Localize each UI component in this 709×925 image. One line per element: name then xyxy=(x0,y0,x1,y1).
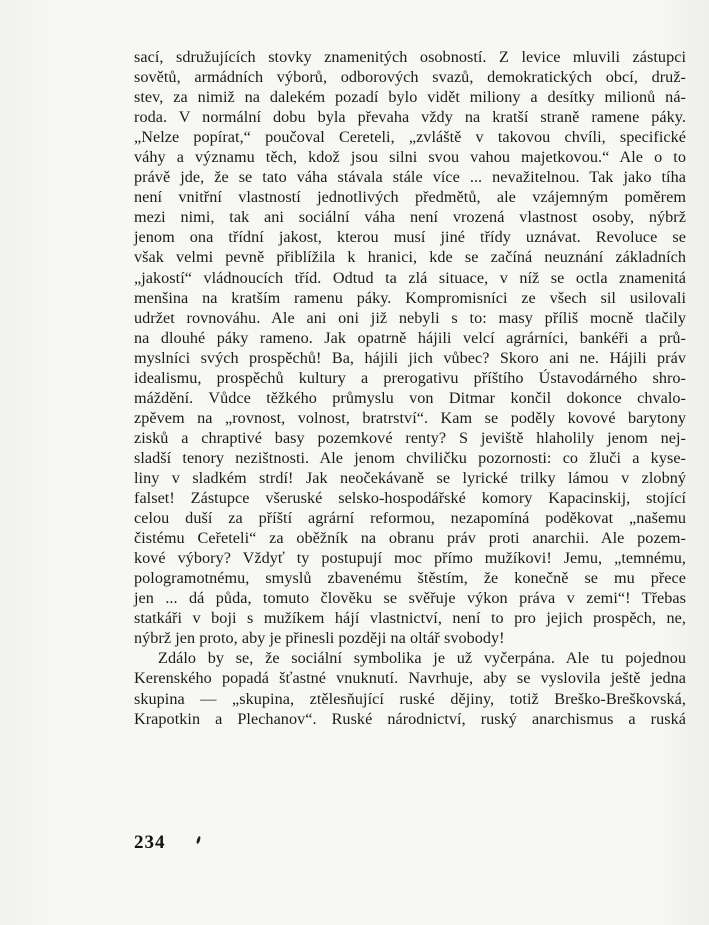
text-line: jenom ona třídní jakost, kterou musí jiné třídy uznávat. Revoluce se xyxy=(134,228,686,247)
text-line: váhy a významu těch, kdož jsou silni svou vahou majetkovou.“ Ale o to xyxy=(134,148,686,167)
text-line: máždění. Vůdce těžkého průmyslu von Ditmar končil dokonce chvalo- xyxy=(134,388,686,407)
paragraph-start-line: Zdálo by se, že sociální symbolika je už vyčerpána. Ale tu pojednou xyxy=(158,649,686,668)
text-line: myslníci svých prospěchů! Ba, hájili jich vůbec? Skoro ani ne. Hájili práv xyxy=(134,348,686,367)
text-line: pologramotnému, smyslů zbavenému štěstím, že konečně se mu přece xyxy=(134,569,686,588)
text-line: zpěvem na „rovnost, volnost, bratrství“. Kam se poděly kovové barytony xyxy=(134,408,686,427)
text-line: skupina — „skupina, ztělesňující ruské dějiny, totiž Breško-Breškovská, xyxy=(134,689,686,708)
text-line: mezi nimi, tak ani sociální váha není vrozená vlastnost osoby, nýbrž xyxy=(134,208,686,227)
text-line: jen ... dá půda, tomuto člověku se svěřuje výkon práva v zemi“! Třebas xyxy=(134,589,686,608)
text-line: sací, sdružujících stovky znamenitých osobností. Z levice mluvili zástupci xyxy=(134,48,686,66)
body-text xyxy=(134,47,686,729)
text-line: stev, za nimiž na dalekém pozadí bylo vidět miliony a desítky milionů ná- xyxy=(134,88,686,107)
text-line: kové výbory? Vždyť ty postupují moc přímo mužíkovi! Jemu, „temnému, xyxy=(134,549,686,568)
text-line: sovětů, armádních výborů, odborových svazů, demokratických obcí, druž- xyxy=(134,68,686,87)
text-line: „jakostí“ vládnoucích tříd. Odtud ta zlá situace, v níž se octla znamenitá xyxy=(134,268,686,287)
text-line: sladší tenory nezištnosti. Ale jenom chviličku pozornosti: co žluči a kyse- xyxy=(134,448,686,467)
text-line: zisků a chraptivé basy pozemkové renty? S jeviště hlaholily jenom nej- xyxy=(134,428,686,447)
text-line: čistému Ceřeteli“ za oběžník na obranu práv proti anarchii. Ale pozem- xyxy=(134,529,686,548)
text-line: udržet rovnováhu. Ale ani oni již nebyli s to: masy příliš mocně tlačily xyxy=(134,308,686,327)
text-line: právě jde, že se tato váha stávala stále více ... nevažitelnou. Tak jako tíha xyxy=(134,168,686,187)
text-line: menšina na kratším ramenu páky. Kompromisníci ze všech sil usilovali xyxy=(134,288,686,307)
text-line: není vnitřní vlastností jednotlivých předmětů, ale vzájemným poměrem xyxy=(134,188,686,207)
text-line: na dlouhé páky rameno. Jak opatrně hájili velcí agrárníci, bankéři a prů- xyxy=(134,328,686,347)
text-line: liny v sladkém strdí! Jak neočekávaně se lyrické trilky lámou v zlobný xyxy=(134,468,686,487)
text-line: „Nelze popírat,“ poučoval Cereteli, „zvláště v takovou chvíli, specifické xyxy=(134,128,686,147)
text-line: falset! Zástupce všeruské selsko-hospodářské komory Kapacinskij, stojící xyxy=(134,489,686,508)
text-line: idealismu, prospěchů kultury a prerogativu příštího Ústavodárného shro- xyxy=(134,368,686,387)
text-line: roda. V normální dobu byla převaha vždy na kratší straně ramene páky. xyxy=(134,108,686,127)
text-line: Krapotkin a Plechanov“. Ruské národnictví, ruský anarchismus a ruská xyxy=(134,709,686,728)
text-line: statkáři v boji s mužíkem hájí vlastnictví, není to pro jejich prospěch, ne, xyxy=(134,609,686,628)
paragraph-end-line: nýbrž jen proto, aby je přinesli později na oltář svobody! xyxy=(134,629,505,648)
ink-speck xyxy=(196,836,201,845)
text-line: celou duší za příští agrární reformou, nezapomíná poděkovat „našemu xyxy=(134,509,686,528)
page-number: 234 xyxy=(134,832,166,853)
text-line: Kerenského popadá šťastné vnuknutí. Navrhuje, aby se vyslovila ještě jedna xyxy=(134,669,686,688)
text-line: však velmi pevně přiblížila k hranici, kde se začíná neuznání základních xyxy=(134,248,686,267)
